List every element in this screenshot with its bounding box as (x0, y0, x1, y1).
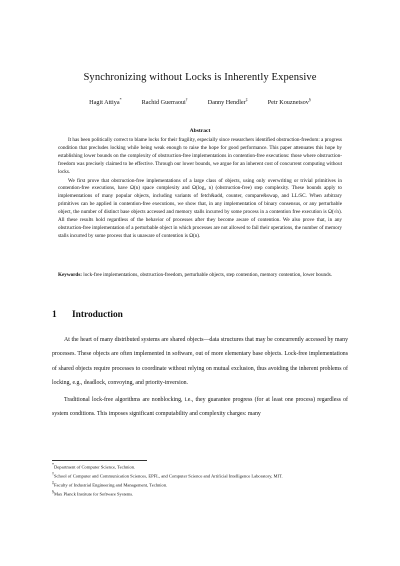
abstract-heading: Abstract (189, 128, 211, 134)
footnote: ‡Faculty of Industrial Engineering and Management, Technion. (52, 480, 168, 488)
keywords-label: Keywords: (58, 272, 82, 278)
footnotes (52, 462, 348, 498)
abstract-paragraph: We first prove that obstruction-free implementations of a large class of objects, using only overwriting or trivial primitives in contention-free executions, have Ω(n) space complexity and Ω(log₂ n) (obstruction-free) step complexity. These bounds apply to implementations of many popular objects, including variants of fetch&add, counter, compare&swap, and LL/SC. When arbitrary primitives can be applied in contention-free executions, we show that, in any implementation of binary consensus, or any perturbable object, the number of distinct base objects accessed and memory stalls incurred by some process in a contention free execution is Ω(√n). All these results hold regardless of the behavior of processes after they become aware of contention. We also prove that, in any obstruction-free implementation of a perturbable object in which processes are not allowed to fail their operations, the number of memory stalls incurred by some process that is unaware of contention is Ω(n). (58, 177, 342, 239)
abstract-body (58, 137, 342, 241)
author: Rachid Guerraoui† (141, 97, 188, 107)
author: Danny Hendler‡ (207, 97, 248, 107)
footnote-rule (52, 460, 147, 461)
body-text (52, 333, 348, 422)
footnote: *Department of Computer Science, Technion. (52, 462, 136, 470)
section-number: 1 (52, 310, 57, 320)
section-heading (52, 310, 123, 320)
abstract-paragraph: It has been politically correct to blame locks for their fragility, especially since researchers identified obstruction-freedom: a progress condition that precludes locking while being weak enough to raise the hope for good performance. This paper attenuates this hope by establishing lower bounds on the complexity of obstruction-free implementations in contention-free executions: those where obstruction-freedom was precisely claimed to be effective. Through our lower bounds, we argue for an inherent cost of concurrent computing without locks. (58, 137, 343, 175)
author: Petr Kouznetsov§ (267, 97, 311, 107)
author-list (0, 97, 400, 106)
keywords-text: lock-free implementations, obstruction-freedom, perturbable objects, step contention, memory contention, lower bounds. (83, 272, 332, 278)
author: Hagit Attiya* (89, 97, 122, 107)
keywords (58, 272, 342, 280)
body-paragraph: At the heart of many distributed systems are shared objects—data structures that may be concurrently accessed by many processes. These objects are often implemented in software, out of more elementary base objects. Lock-free implementations of shared objects require processes to coordinate without relying on mutual exclusion, thus avoiding the inherent problems of locking, e.g., deadlock, convoying, and priority-inversion. (52, 337, 348, 386)
footnote: †School of Computer and Communication Sciences, EPFL, and Computer Science and Artificial Intelligence Laboratory, MIT. (52, 471, 283, 479)
section-title: Introduction (72, 310, 123, 320)
footnote: §Max Planck Institute for Software Systems. (52, 489, 134, 497)
body-paragraph: Traditional lock-free algorithms are nonblocking, i.e., they guarantee progress (for at least one process) regardless of system conditions. This imposes significant computability and complexity charges: many (52, 397, 348, 418)
paper-title: Synchronizing without Locks is Inherently Expensive (83, 72, 317, 83)
